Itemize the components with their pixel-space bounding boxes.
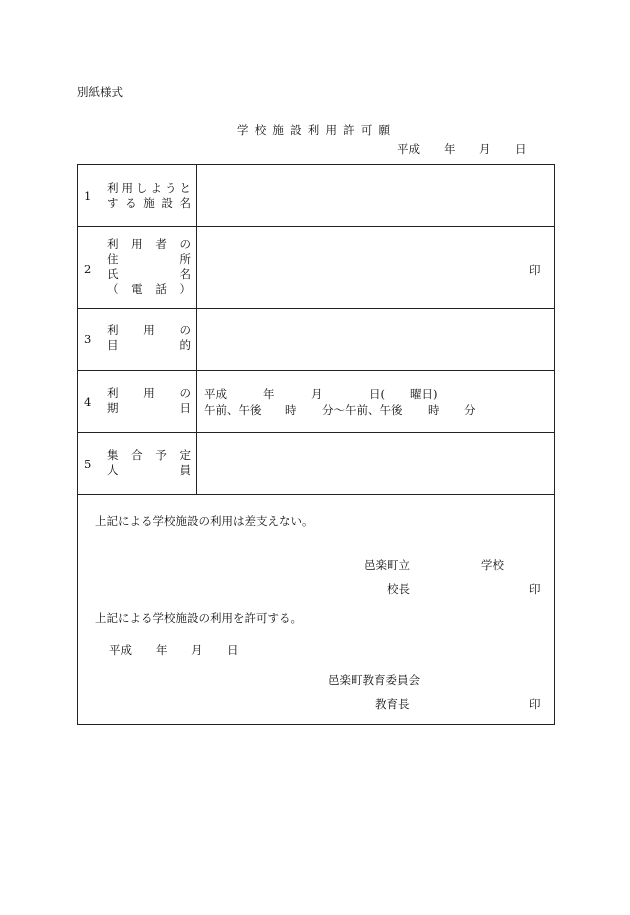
row-number: 5 — [84, 457, 92, 471]
label-char: 話 — [155, 282, 167, 296]
label-char: 利 — [107, 323, 119, 337]
row-label-purpose — [107, 323, 191, 353]
title-char: 用 — [325, 123, 337, 137]
date-year: 年 — [444, 142, 456, 156]
label-char: 名 — [179, 267, 191, 281]
usage-start-minute-to: 分～午前、午後 — [322, 403, 403, 417]
label-char: 日 — [179, 401, 191, 415]
label-char: 者 — [155, 237, 167, 251]
row-label-line — [107, 323, 191, 338]
label-char: 的 — [179, 338, 191, 352]
row-number: 1 — [84, 189, 92, 203]
label-char: る — [125, 196, 137, 210]
row-label-attendees — [107, 448, 191, 478]
label-char: う — [165, 181, 177, 195]
usage-start-ampm: 午前、午後 — [204, 403, 262, 417]
title-char: 設 — [290, 123, 302, 137]
form-type-label: 別紙様式 — [77, 85, 123, 99]
row-label-facility — [107, 181, 191, 211]
row-divider — [78, 226, 554, 227]
row-divider — [78, 432, 554, 433]
approval-town: 邑楽町立 — [364, 558, 410, 572]
permission-month: 月 — [191, 643, 203, 657]
permission-era: 平成 — [109, 643, 132, 657]
row-divider — [78, 370, 554, 371]
label-char: 所 — [179, 252, 191, 266]
row-number: 4 — [84, 395, 92, 409]
label-char: 用 — [143, 323, 155, 337]
title-char: 許 — [343, 123, 355, 137]
title-char: 可 — [360, 123, 373, 137]
seal-mark: 印 — [529, 582, 541, 596]
label-char: 住 — [107, 252, 119, 266]
title-char: 願 — [378, 123, 390, 137]
label-char: す — [107, 196, 119, 210]
date-month: 月 — [479, 142, 491, 156]
superintendent: 教育長 — [375, 697, 410, 711]
label-char: 設 — [161, 196, 173, 210]
label-char: と — [179, 181, 191, 195]
row-label-line — [107, 448, 191, 463]
row-number: 3 — [84, 332, 92, 346]
label-char: の — [179, 323, 191, 337]
usage-year: 年 — [263, 387, 275, 401]
usage-era: 平成 — [204, 387, 227, 401]
label-char: （ — [107, 282, 119, 296]
row-divider — [78, 494, 554, 495]
label-char: 予 — [155, 448, 167, 462]
usage-day: 日( — [369, 387, 385, 401]
label-char: 利 — [107, 181, 119, 195]
title-char: 校 — [254, 123, 267, 137]
label-char: 利 — [107, 237, 119, 251]
label-char: 定 — [179, 448, 191, 462]
permission-statement: 上記による学校施設の利用を許可する。 — [95, 611, 302, 625]
application-form-table — [77, 164, 555, 725]
label-char: 電 — [131, 282, 143, 296]
usage-weekday: 曜日) — [410, 387, 438, 401]
row-label-line — [107, 463, 191, 478]
seal-mark: 印 — [529, 263, 541, 277]
label-char: 施 — [143, 196, 155, 210]
usage-end-minute: 分 — [464, 403, 476, 417]
row-number: 2 — [84, 262, 92, 276]
label-char: 目 — [107, 338, 119, 352]
label-char: 集 — [107, 448, 119, 462]
approval-school-suffix: 学校 — [481, 558, 504, 572]
usage-month: 月 — [311, 387, 323, 401]
label-char: 期 — [107, 401, 119, 415]
row-label-line — [107, 338, 191, 353]
label-char: の — [179, 237, 191, 251]
title-char: 利 — [307, 123, 320, 137]
label-char: 名 — [179, 196, 191, 210]
label-char: し — [136, 181, 148, 195]
title-char: 施 — [272, 123, 284, 137]
row-label-line — [107, 237, 191, 252]
row-label-line — [107, 196, 191, 211]
row-label-user — [107, 237, 191, 297]
row-label-line — [107, 181, 191, 196]
label-char: 氏 — [107, 267, 119, 281]
row-label-line — [107, 401, 191, 416]
approval-principal: 校長 — [387, 582, 410, 596]
date-era: 平成 — [397, 142, 420, 156]
label-char: 利 — [107, 386, 119, 400]
row-label-line — [107, 252, 191, 267]
usage-start-hour: 時 — [285, 403, 297, 417]
row-label-line — [107, 386, 191, 401]
title-char: 学 — [237, 123, 249, 137]
label-char: よ — [150, 181, 162, 195]
column-divider — [196, 165, 197, 494]
label-char: 用 — [131, 237, 143, 251]
usage-end-hour: 時 — [428, 403, 440, 417]
approval-statement: 上記による学校施設の利用は差支えない。 — [95, 514, 314, 528]
label-char: の — [179, 386, 191, 400]
permission-year: 年 — [156, 643, 168, 657]
label-char: 用 — [143, 386, 155, 400]
label-char: 合 — [131, 448, 143, 462]
row-label-line — [107, 267, 191, 282]
seal-mark: 印 — [529, 697, 541, 711]
label-char: 人 — [107, 463, 119, 477]
label-char: 員 — [179, 463, 191, 477]
label-char: 用 — [121, 181, 133, 195]
label-char: ） — [179, 282, 191, 296]
row-divider — [78, 308, 554, 309]
row-label-date — [107, 386, 191, 416]
row-label-line — [107, 282, 191, 297]
form-title — [237, 122, 390, 138]
date-day: 日 — [515, 142, 527, 156]
permission-day: 日 — [227, 643, 239, 657]
board-of-education: 邑楽町教育委員会 — [328, 673, 420, 687]
